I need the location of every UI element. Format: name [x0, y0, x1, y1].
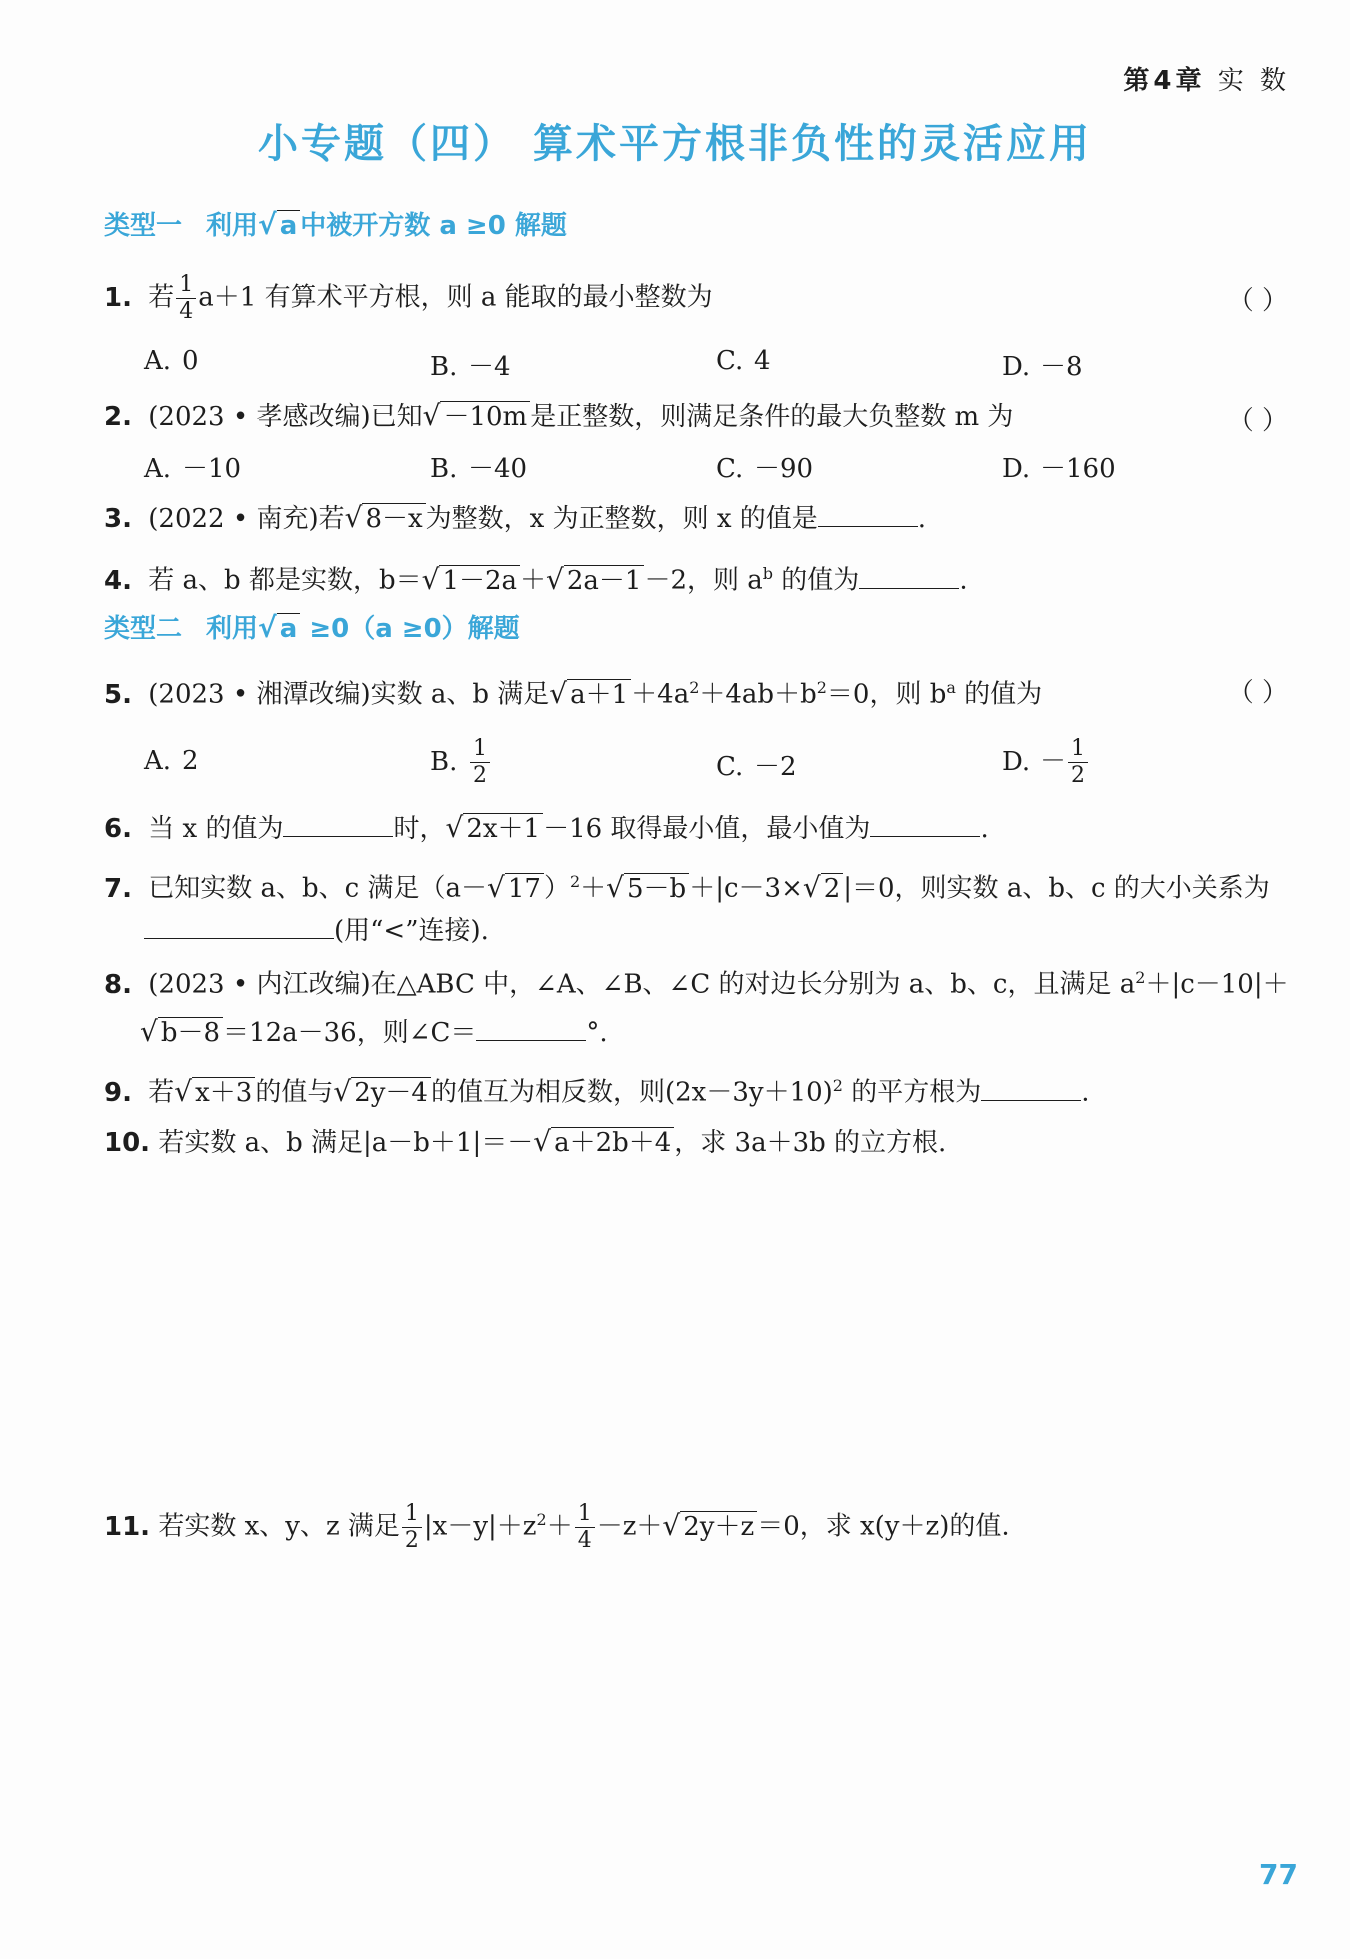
option-c: [716, 746, 797, 783]
sqrt-expr: √ 2y－4: [333, 1072, 431, 1113]
denominator: 4: [577, 1528, 592, 1554]
question-number: 11.: [104, 1511, 151, 1542]
answer-blank[interactable]: [870, 808, 980, 837]
question-1: [104, 272, 1294, 325]
question-text: |x－y|＋z: [423, 1511, 537, 1542]
sqrt-expr: √ 17: [487, 868, 544, 909]
question-text: ）: [543, 873, 570, 904]
option-text: －2: [754, 752, 797, 782]
answer-blank[interactable]: [859, 560, 959, 589]
option-a: [144, 346, 199, 376]
section-text: 利用: [206, 614, 259, 644]
option-d: [1002, 736, 1090, 789]
question-text: .: [959, 565, 968, 596]
exponent: 2: [1135, 968, 1146, 987]
exponent: 2: [689, 678, 700, 697]
exponent: 2: [816, 678, 827, 697]
section-text: 中被开方数 a ≥0 解题: [300, 211, 567, 241]
radicand: 2y＋z: [680, 1511, 757, 1542]
question-4: [104, 554, 1294, 601]
question-7: [104, 862, 1294, 909]
chapter-header: [1123, 60, 1290, 97]
sqrt-expr: √ 2y＋z: [662, 1506, 757, 1547]
question-text: 为整数，x 为正整数，则 x 的值是: [425, 504, 818, 534]
question-text: ＋: [520, 565, 547, 596]
question-text: ＝0，求 x(y＋z)的值.: [757, 1511, 1010, 1542]
sqrt-expr: √ a: [258, 611, 300, 644]
radicand: 8－x: [362, 503, 425, 534]
question-2: [104, 396, 1294, 437]
page-title: 小专题（四） 算术平方根非负性的灵活应用: [258, 121, 1092, 167]
question-number: 5.: [104, 679, 132, 710]
answer-blank[interactable]: [144, 910, 334, 939]
answer-blank[interactable]: [981, 1072, 1081, 1101]
option-letter: A.: [144, 454, 172, 484]
section-label: 类型一: [104, 211, 183, 241]
question-text: －z＋: [596, 1511, 663, 1542]
question-text: 的值互为相反数，则(2x－3y＋10): [430, 1077, 833, 1108]
question-text: 时，: [393, 814, 446, 844]
radicand: a: [277, 210, 301, 241]
answer-blank[interactable]: [283, 808, 393, 837]
question-text: 的值与: [255, 1077, 334, 1108]
denominator: 4: [179, 299, 194, 324]
question-text: ＋: [546, 1511, 573, 1542]
exponent: b: [762, 564, 774, 583]
question-number: 1.: [104, 282, 132, 313]
radicand: b－8: [158, 1017, 223, 1048]
question-text: 若: [148, 1077, 175, 1108]
sqrt-expr: √ 2a－1: [546, 560, 644, 601]
question-text: 若: [148, 282, 175, 313]
option-b: [430, 448, 527, 485]
numerator: 1: [470, 736, 490, 763]
question-text: (2022 • 南充)若: [148, 504, 345, 534]
question-text: .: [1081, 1077, 1090, 1108]
question-text: ＋4a: [631, 679, 690, 710]
answer-paren-1: （ ）: [1227, 286, 1288, 316]
option-b: [430, 736, 492, 789]
section-type-2: [104, 608, 520, 645]
radicand: x＋3: [192, 1077, 255, 1108]
sqrt-expr: √ 2x＋1: [445, 808, 543, 849]
radicand: 2x＋1: [463, 813, 543, 844]
option-text: 4: [754, 346, 771, 376]
option-letter: D.: [1002, 746, 1031, 777]
option-text: －8: [1040, 352, 1083, 382]
numerator: 1: [1068, 736, 1088, 763]
option-c: [716, 346, 771, 376]
sqrt-expr: √ 8－x: [345, 498, 426, 539]
question-5: [104, 668, 1294, 715]
option-text: 2: [182, 746, 199, 776]
question-text: (2023 • 湘潭改编)实数 a、b 满足: [148, 679, 550, 710]
radicand: a: [277, 613, 301, 644]
question-text: ＋: [580, 873, 607, 904]
question-number: 7.: [104, 873, 132, 904]
fraction: [575, 1501, 595, 1554]
question-text: 若实数 x、y、z 满足: [158, 1511, 400, 1542]
section-label: 类型二: [104, 614, 183, 644]
question-11: [104, 1500, 1294, 1554]
question-number: 6.: [104, 814, 132, 844]
exponent: 2: [536, 1510, 547, 1529]
question-text: (用“<”连接).: [334, 916, 489, 946]
fraction: [470, 736, 490, 789]
sqrt-expr: √ b－8: [140, 1012, 223, 1053]
option-text: －90: [754, 454, 814, 484]
question-number: 3.: [104, 504, 132, 534]
question-9: [104, 1066, 1294, 1113]
answer-blank[interactable]: [476, 1012, 586, 1041]
question-text: 的平方根为: [842, 1077, 982, 1108]
fraction: [176, 272, 196, 325]
chapter-label: 第4章: [1123, 66, 1206, 96]
radicand: 2: [821, 873, 844, 904]
question-3: [104, 498, 1294, 539]
exponent: a: [946, 678, 956, 697]
option-text: －4: [468, 352, 511, 382]
radicand: 17: [505, 873, 544, 904]
sqrt-expr: √ x＋3: [174, 1072, 255, 1113]
question-6: [104, 808, 1294, 849]
question-text: 是正整数，则满足条件的最大负整数 m 为: [530, 402, 1014, 432]
question-text: ＝0，则 b: [826, 679, 947, 710]
option-letter: A.: [144, 746, 172, 776]
question-number: 10.: [104, 1128, 151, 1158]
section-type-1: [104, 205, 567, 242]
radicand: a＋1: [567, 679, 631, 710]
page-number: 77: [1259, 1858, 1298, 1891]
question-text: |＝0，则实数 a、b、c 的大小关系为: [843, 873, 1270, 904]
question-text: ＋|c－10|＋: [1145, 969, 1289, 1000]
option-letter: B.: [430, 454, 458, 484]
option-letter: C.: [716, 346, 744, 376]
exponent: 2: [832, 1076, 843, 1095]
question-text: ＝12a－36，则∠C＝: [223, 1018, 477, 1048]
sqrt-expr: √ a: [258, 208, 300, 241]
question-text: 当 x 的值为: [148, 814, 284, 844]
question-10: [104, 1122, 1294, 1163]
option-letter: B.: [430, 746, 458, 777]
radicand: 1－2a: [439, 565, 520, 596]
option-letter: C.: [716, 752, 744, 782]
question-8-line-2: [140, 1012, 1330, 1053]
question-text: －2，则 a: [644, 565, 763, 596]
option-letter: A.: [144, 346, 172, 376]
denominator: 2: [473, 763, 487, 788]
question-number: 4.: [104, 565, 132, 596]
sqrt-expr: √ a＋2b＋4: [533, 1122, 674, 1163]
sqrt-expr: √ 2: [803, 868, 843, 909]
option-a: [144, 746, 199, 776]
question-text: －16 取得最小值，最小值为: [543, 814, 871, 844]
question-7-line-2: [144, 910, 1334, 951]
option-a: [144, 448, 241, 485]
numerator: 1: [575, 1501, 595, 1528]
question-text: (2023 • 内江改编)在△ABC 中，∠A、∠B、∠C 的对边长分别为 a、b、c，且满足 a: [148, 969, 1136, 1000]
option-c: [716, 448, 813, 485]
question-number: 9.: [104, 1077, 132, 1108]
sqrt-expr: √ －10m: [423, 396, 531, 437]
question-text: ＋|c－3×: [689, 873, 803, 904]
option-text: －: [1040, 746, 1067, 777]
radicand: 2y－4: [351, 1077, 431, 1108]
radicand: 5－b: [624, 873, 689, 904]
question-text: ，求 3a＋3b 的立方根.: [674, 1128, 947, 1158]
question-text: 若实数 a、b 满足|a－b＋1|＝－: [158, 1128, 534, 1158]
question-text: .: [980, 814, 989, 844]
question-text: 的值为: [773, 565, 860, 596]
question-text: 若 a、b 都是实数，b＝: [148, 565, 422, 596]
option-text: －10: [182, 454, 242, 484]
option-letter: D.: [1002, 454, 1031, 484]
radicand: 2a－1: [564, 565, 645, 596]
fraction: [402, 1501, 422, 1554]
numerator: 1: [176, 272, 196, 299]
question-text: a＋1 有算术平方根，则 a 能取的最小整数为: [198, 282, 713, 313]
exponent: 2: [569, 872, 581, 891]
option-d: [1002, 346, 1083, 383]
question-text: ＋4ab＋b: [699, 679, 817, 710]
section-text: 利用: [206, 211, 259, 241]
question-text: (2023 • 孝感改编)已知: [148, 402, 423, 432]
denominator: 2: [1071, 763, 1086, 788]
question-number: 2.: [104, 402, 132, 432]
option-b: [430, 346, 511, 383]
sqrt-expr: √ 5－b: [606, 868, 689, 909]
question-text: 已知实数 a、b、c 满足（a－: [148, 873, 488, 904]
option-text: －160: [1040, 454, 1116, 484]
answer-paren-2: （ ）: [1227, 406, 1288, 436]
denominator: 2: [404, 1528, 419, 1554]
option-d: [1002, 448, 1116, 485]
question-text: 的值为: [955, 679, 1043, 710]
question-number: 8.: [104, 969, 132, 1000]
question-text: .: [917, 504, 927, 534]
option-letter: C.: [716, 454, 744, 484]
section-text: ≥0（a ≥0）解题: [300, 614, 520, 644]
question-text: °.: [586, 1018, 608, 1048]
answer-paren-5: （ ）: [1227, 678, 1288, 708]
option-letter: B.: [430, 352, 458, 382]
answer-blank[interactable]: [818, 498, 918, 527]
radicand: a＋2b＋4: [551, 1127, 674, 1158]
radicand: －10m: [440, 401, 530, 432]
chapter-name: 实 数: [1217, 66, 1290, 96]
numerator: 1: [402, 1501, 422, 1528]
option-text: －40: [468, 454, 528, 484]
question-8: [104, 958, 1294, 1005]
option-text: 0: [182, 346, 199, 376]
option-letter: D.: [1002, 352, 1031, 382]
fraction: [1068, 736, 1088, 789]
sqrt-expr: √ 1－2a: [422, 560, 520, 601]
sqrt-expr: √ a＋1: [549, 674, 631, 715]
